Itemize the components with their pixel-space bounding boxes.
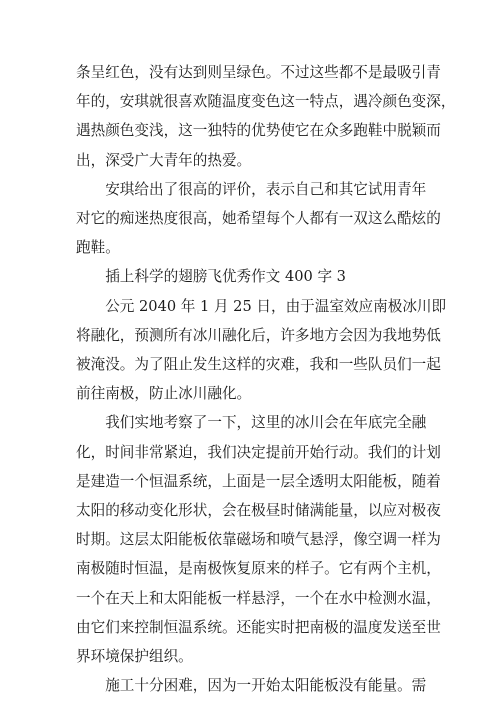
- text-line: 一个在天上和太阳能板一样悬浮，一个在水中检测水温，: [76, 589, 441, 607]
- text-line: 出，深受广大青年的热爱。: [76, 151, 252, 169]
- text-line: 安琪给出了很高的评价，表示自己和其它试用青年: [105, 180, 427, 198]
- text-line: 界环境保护组织。: [76, 648, 193, 666]
- text-line: 我们实地考察了一下，这里的冰川会在年底完全融: [105, 414, 427, 432]
- paragraph: [76, 58, 456, 175]
- text-line: 由它们来控制恒温系统。还能实时把南极的温度发送至世: [76, 618, 441, 636]
- text-line: 前往南极，防止冰川融化。: [76, 385, 252, 403]
- text-line: 被淹没。为了阻止发生这样的灾难，我和一些队员们一起: [76, 356, 441, 374]
- paragraph: [76, 408, 441, 671]
- text-line: 化，时间非常紧迫，我们决定提前开始行动。我们的计划: [76, 443, 441, 461]
- text-line: 施工十分困难，因为一开始太阳能板没有能量。需: [105, 677, 427, 695]
- document-body: [76, 58, 456, 700]
- text-line: 跑鞋。: [76, 239, 120, 257]
- text-line: 太阳的移动变化形状，会在极昼时储满能量，以应对极夜: [76, 502, 441, 520]
- text-line: 对它的痴迷热度很高，她希望每个人都有一双这么酷炫的: [76, 210, 441, 228]
- paragraph: [76, 175, 441, 263]
- paragraph: [76, 671, 427, 700]
- section-heading: [76, 262, 421, 291]
- paragraph: [76, 292, 447, 409]
- text-line: 将融化，预测所有冰川融化后，许多地方会因为我地势低: [76, 326, 441, 344]
- text-line: 南极随时恒温，是南极恢复原来的样子。它有两个主机，: [76, 560, 441, 578]
- text-line: 是建造一个恒温系统，上面是一层全透明太阳能板，随着: [76, 472, 441, 490]
- text-line: 条呈红色，没有达到则呈绿色。不过这些都不是最吸引青: [76, 64, 441, 81]
- text-line: 时期。这层太阳能板依靠磁场和喷气悬浮，像空调一样为: [76, 531, 441, 549]
- text-line: 遇热颜色变浅，这一独特的优势使它在众多跑鞋中脱颖而: [76, 122, 441, 140]
- text-line: 公元 2040 年 1 月 25 日，由于温室效应南极冰川即: [105, 297, 447, 315]
- text-line: 插上科学的翅膀飞优秀作文 400 字 3: [105, 268, 346, 286]
- text-line: 年的，安琪就很喜欢随温度变色这一特点，遇冷颜色变深，: [76, 93, 456, 111]
